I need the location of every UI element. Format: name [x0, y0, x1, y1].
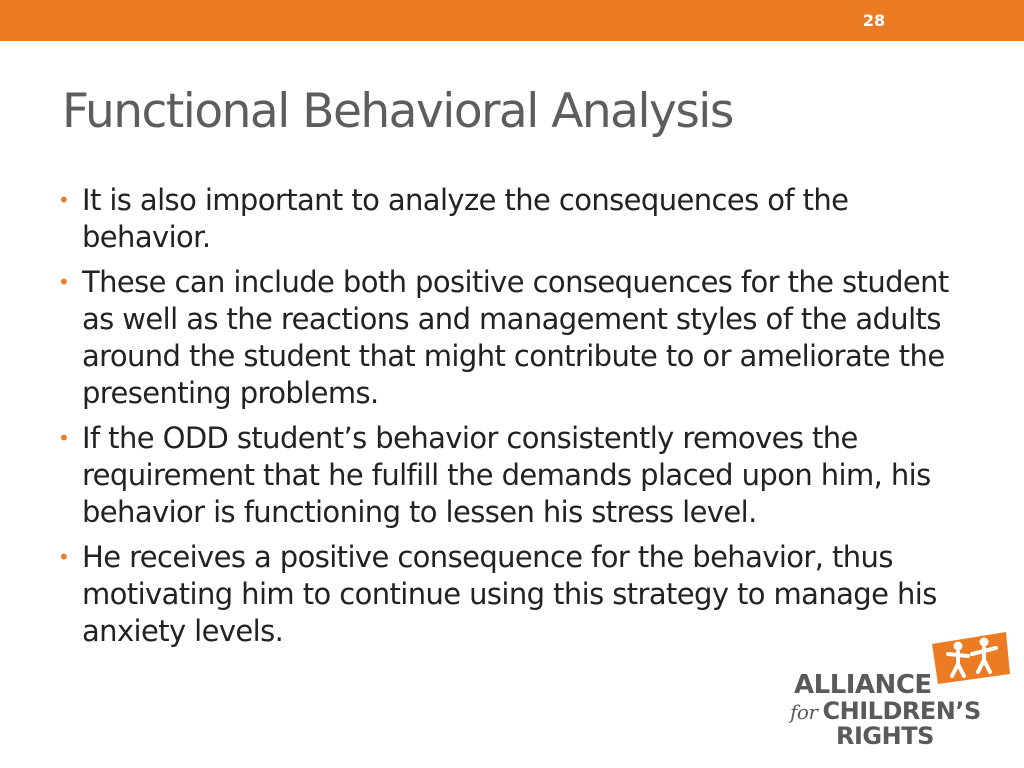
logo-text-alliance: ALLIANCE	[794, 670, 932, 700]
bullet-text: These can include both positive consequences for the student as well as the reactions and management styles of the adults around the student that might contribute to or ameliorate the presenting problems.	[82, 265, 949, 410]
bullet-marker: •	[58, 270, 70, 294]
bullet-text: He receives a positive consequence for the behavior, thus motivating him to continue using this strategy to manage his anxiety levels.	[82, 540, 937, 648]
logo-text-childrens-word: CHILDREN’S	[822, 697, 981, 725]
bullet-item	[58, 264, 958, 412]
bullet-text: If the ODD student’s behavior consistently removes the requirement that he fulfill the demands placed upon him, his behavior is functioning to lessen his stress level.	[82, 421, 931, 529]
children-figures-icon	[928, 630, 1012, 686]
logo-text-childrens	[790, 697, 981, 725]
slide-number: 28	[862, 11, 886, 30]
bullet-list	[58, 182, 958, 658]
slide-title: Functional Behavioral Analysis	[62, 84, 733, 139]
bullet-item	[58, 182, 958, 256]
bullet-marker: •	[58, 545, 70, 569]
bullet-marker: •	[58, 426, 70, 450]
bullet-item	[58, 420, 958, 531]
logo-text-rights: RIGHTS	[836, 722, 934, 750]
bullet-text: It is also important to analyze the consequences of the behavior.	[82, 183, 849, 254]
bullet-marker: •	[58, 188, 70, 212]
alliance-logo	[790, 630, 1012, 748]
top-bar	[0, 0, 1024, 41]
logo-text-for: for	[790, 700, 818, 724]
